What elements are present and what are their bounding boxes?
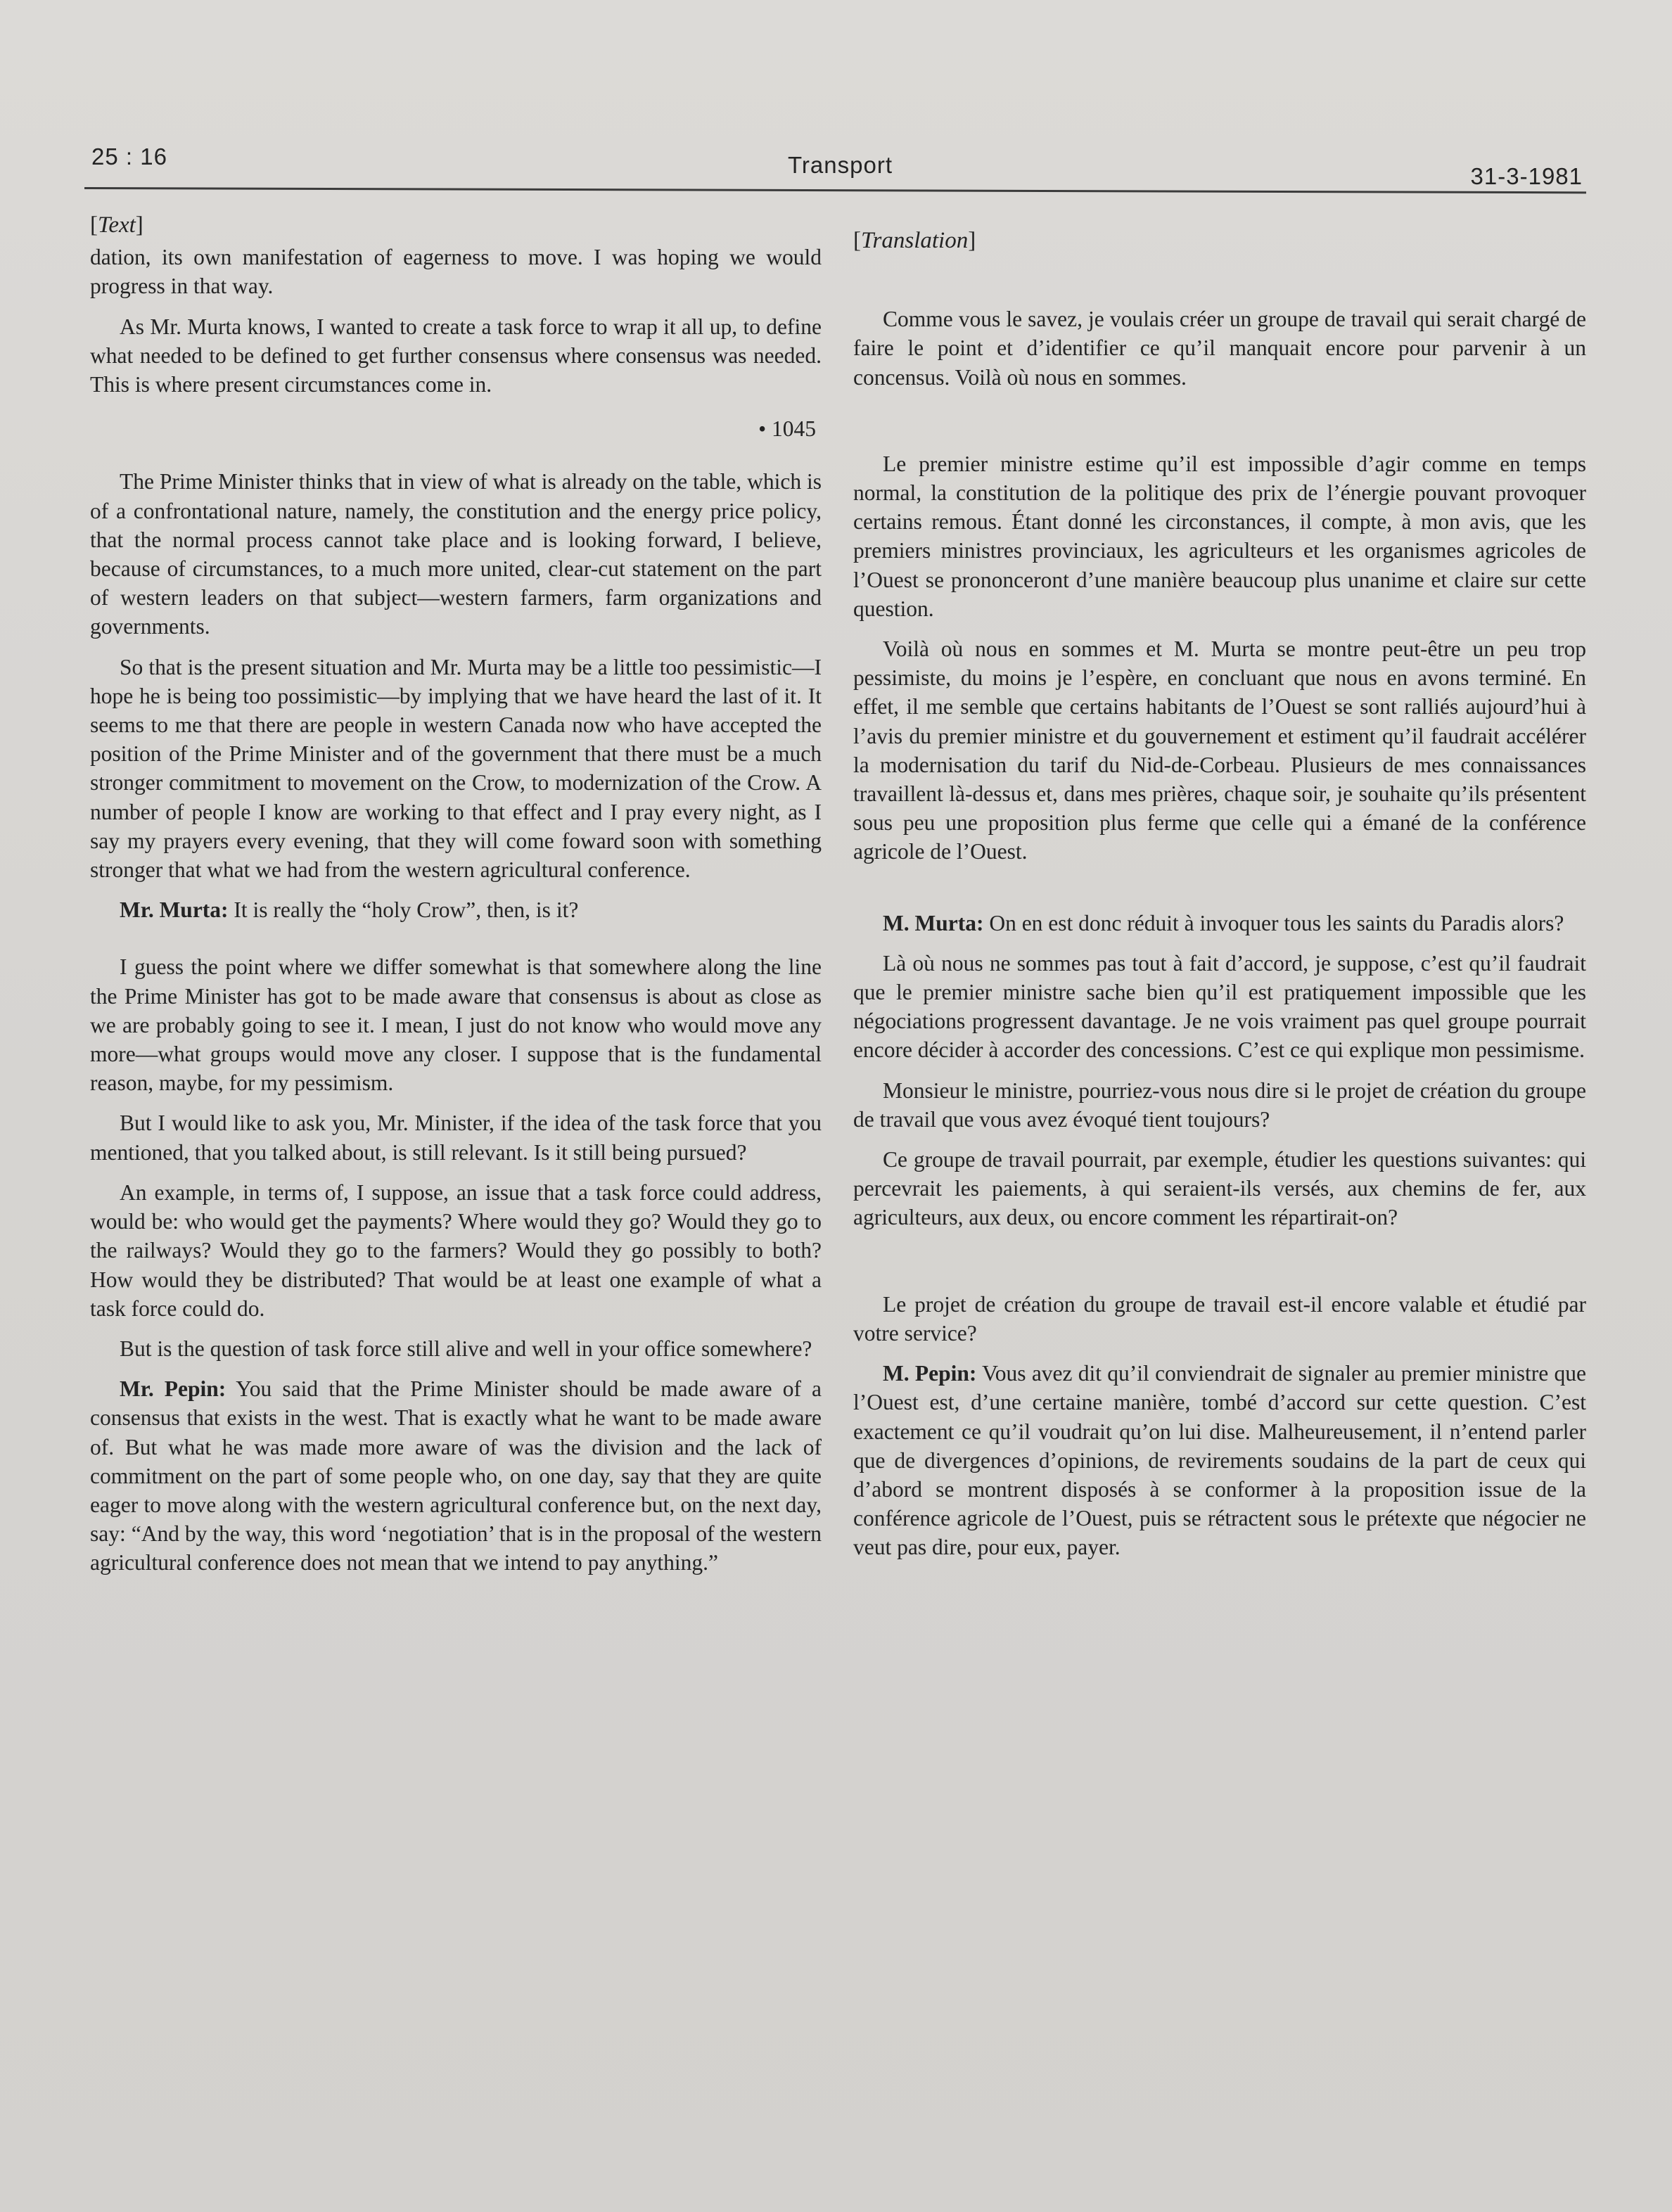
translation-label: [Translation] bbox=[853, 228, 976, 253]
time-marker: • 1045 bbox=[758, 416, 816, 442]
speaker-paragraph: M. Pepin: Vous avez dit qu’il conviendrait de signaler au premier ministre que l’Ouest est, d’une certaine manière, tombé d’accord sur cette question. C’est exactement ce qu’il voudrait qu’on lui dise. Malheureusement, il n’entend parler que de divergences d’opinions, de revirements soudains de la part de ceux qui d’abord se montrent disposés à se conformer à la proposition issue de la conférence agricole de l’Ouest, puis se rétractent sous le prétexte que négocier ne veut pas dire, pour eux, payer. bbox=[853, 1361, 1586, 1560]
committee-title: Transport bbox=[788, 152, 893, 178]
speaker-paragraph: Mr. Pepin: You said that the Prime Minister should be made aware of a consensus that exists in the west. That is exactly what he want to be made aware of. But what he was made more aware of was the division and the lack of commitment on the part of some people who, on one day, say that they are quite eager to move along with the western agricultural conference but, on the next day, say: “And by the way, this word ‘negotiation’ that is in the proposal of the western agricultural conference does not mean that we intend to pay anything.” bbox=[90, 1376, 822, 1575]
paragraph: Monsieur le ministre, pourriez-vous nous dire si le projet de création du groupe de travail que vous avez évoqué tient toujours? bbox=[853, 1078, 1586, 1132]
paragraph: dation, its own manifestation of eagerness to move. I was hoping we would progress in that way. bbox=[90, 245, 822, 299]
page-number: 25 : 16 bbox=[91, 143, 167, 170]
paragraph: The Prime Minister thinks that in view of what is already on the table, which is of a confrontational nature, namely, the constitution and the energy price policy, that the normal process cannot take place and is looking forward, I believe, because of circumstances, to a much more united, clear-cut statement on the part of western leaders on that subject—western farmers, farm organizations and governments. bbox=[90, 469, 822, 639]
page-header bbox=[91, 141, 1583, 190]
speaker-name: Mr. Pepin: bbox=[120, 1376, 226, 1402]
french-column bbox=[853, 211, 1586, 1573]
sitting-date: 31-3-1981 bbox=[1470, 163, 1583, 189]
speaker-name: Mr. Murta: bbox=[120, 897, 229, 923]
paragraph: But I would like to ask you, Mr. Minister, if the idea of the task force that you mentioned, that you talked about, is still relevant. Is it still being pursued? bbox=[90, 1111, 822, 1165]
paragraph: I guess the point where we differ somewhat is that somewhere along the line the Prime Minister has got to be made aware that consensus is about as close as we are probably going to see it. I mean, I just do not know who would move any more—what groups would move any closer. I suppose that is the fundamental reason, maybe, for my pessimism. bbox=[90, 954, 822, 1096]
paragraph: An example, in terms of, I suppose, an issue that a task force could address, would be: who would get the payments? Where would they go? Would they go to the railways? Would they go to the farmers? Would they go possibly to both? How would they be distributed? That would be at least one example of what a task force could do. bbox=[90, 1179, 822, 1321]
text-label: [Text] bbox=[90, 212, 143, 238]
paragraph: Le premier ministre estime qu’il est impossible d’agir comme en temps normal, la constitution de la politique des prix de l’énergie pouvant provoquer certains remous. Étant donné les circonstances, il compte, à mon avis, que les premiers ministres provinciaux, les agriculteurs et les organismes agricoles de l’Ouest se prononceront d’une manière beaucoup plus unanime et claire sur cette question. bbox=[853, 451, 1586, 621]
paragraph: But is the question of task force still alive and well in your office somewhere? bbox=[120, 1336, 812, 1361]
speaker-name: M. Pepin: bbox=[883, 1361, 977, 1386]
paragraph: Ce groupe de travail pourrait, par exemple, étudier les questions suivantes: qui percevrait les paiements, à qui seraient-ils versés, aux chemins de fer, aux agriculteurs, aux deux, ou encore comment les répartirait-on? bbox=[853, 1147, 1586, 1230]
paragraph: As Mr. Murta knows, I wanted to create a task force to wrap it all up, to define what needed to be defined to get further consensus where consensus was needed. This is where present circumstances come in. bbox=[90, 314, 822, 397]
paragraph: Le projet de création du groupe de travail est-il encore valable et étudié par votre service? bbox=[853, 1291, 1586, 1345]
speaker-name: M. Murta: bbox=[883, 910, 984, 935]
english-column bbox=[90, 211, 822, 1589]
speaker-paragraph: Mr. Murta: It is really the “holy Crow”, then, is it? bbox=[120, 897, 579, 923]
paragraph: Là où nous ne sommes pas tout à fait d’accord, je suppose, c’est qu’il faudrait que le premier ministre sache bien qu’il est pratiquement impossible que les négociations progressent davantage. Je ne vois vraiment pas quel groupe pourrait encore décider à accorder des concessions. C’est ce qui explique mon pessimisme. bbox=[853, 950, 1586, 1063]
paragraph: Comme vous le savez, je voulais créer un groupe de travail qui serait chargé de faire le point et d’identifier ce qu’il manquait encore pour parvenir à un concensus. Voilà où nous en sommes. bbox=[853, 307, 1586, 390]
paragraph: Voilà où nous en sommes et M. Murta se montre peut-être un peu trop pessimiste, du moins je l’espère, en concluant que nous en avons terminé. En effet, il me semble que certains habitants de l’Ouest se sont ralliés aujourd’hui à l’avis du premier ministre et du gouvernement et estiment qu’il faudrait accélérer la modernisation du tarif du Nid-de-Corbeau. Plusieurs de mes connaissances travaillent là-dessus et, dans mes prières, chaque soir, je souhaite qu’ils présentent sous peu une proposition plus ferme que celle qui a émané de la conférence agricole de l’Ouest. bbox=[853, 637, 1586, 864]
speaker-paragraph: M. Murta: On en est donc réduit à invoquer tous les saints du Paradis alors? bbox=[883, 910, 1564, 935]
paragraph: So that is the present situation and Mr. Murta may be a little too pessimistic—I hope he is being too possimistic—by implying that we have heard the last of it. It seems to me that there are people in western Canada now who have accepted the position of the Prime Minister and of the government that there must be a much stronger commitment to movement on the Crow, to modernization of the Crow. A number of people I know are working to that effect and I pray every night, as I say my prayers every evening, that they will come foward soon with something stronger that what we had from the western agricultural conference. bbox=[90, 654, 822, 883]
